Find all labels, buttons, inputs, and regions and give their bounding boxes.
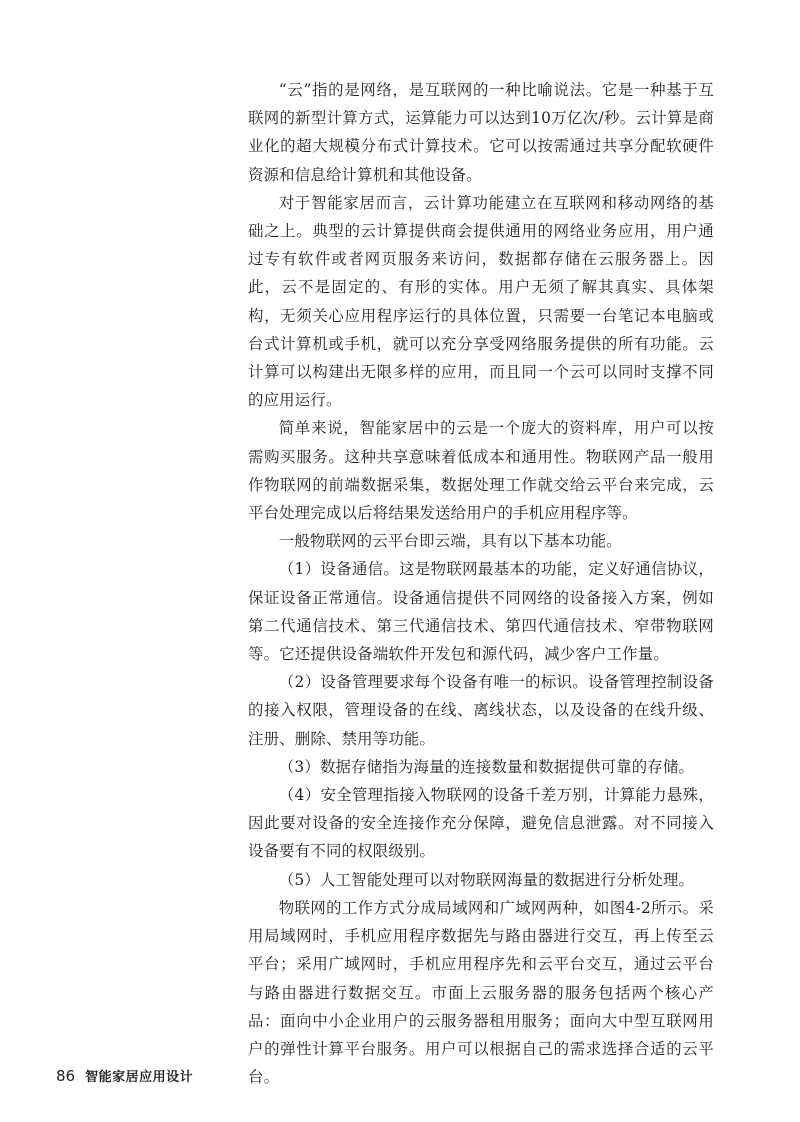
body-text	[248, 76, 714, 1091]
paragraph-cloud-database: 简单来说，智能家居中的云是一个庞大的资料库，用户可以按需购买服务。这种共享意味着低成本和通用性。物联网产品一般用作物联网的前端数据采集，数据处理工作就交给云平台来完成，云平台处理完成以后将结果发送给用户的手机应用程序等。	[248, 419, 714, 523]
paragraph-cloud-smart-home: 对于智能家居而言，云计算功能建立在互联网和移动网络的基础之上。典型的云计算提供商会提供通用的网络业务应用，用户通过专有软件或者网页服务来访问，数据都存储在云服务器上。因此，云不是固定的、有形的实体。用户无须了解其真实、具体架构，无须关心应用程序运行的具体位置，只需要一台笔记本电脑或台式计算机或手机，就可以充分享受网络服务提供的所有功能。云计算可以构建出无限多样的应用，而且同一个云可以同时支撑不同的应用运行。	[248, 193, 714, 410]
paragraph-data-storage: （3）数据存储指为海量的连接数量和数据提供可靠的存储。	[278, 757, 695, 776]
paragraph-working-modes: 物联网的工作方式分成局域网和广域网两种，如图4-2所示。采用局域网时，手机应用程序数据先与路由器进行交互，再上传至云平台；采用广域网时，手机应用程序先和云平台交互，通过云平台与路由器进行数据交互。市面上云服务器的服务包括两个核心产品：面向中小企业用户的云服务器租用服务；面向大中型互联网用户的弹性计算平台服务。用户可以根据自己的需求选择合适的云平台。	[248, 898, 714, 1087]
page-footer	[56, 1066, 193, 1085]
paragraph-cloud-definition: “云”指的是网络，是互联网的一种比喻说法。它是一种基于互联网的新型计算方式，运算能力可以达到10万亿次/秒。云计算是商业化的超大规模分布式计算技术。它可以按需通过共享分配软硬件资源和信息给计算机和其他设备。	[248, 81, 714, 184]
paragraph-device-management: （2）设备管理要求每个设备有唯一的标识。设备管理控制设备的接入权限，管理设备的在线、离线状态，以及设备的在线升级、注册、删除、禁用等功能。	[248, 673, 714, 748]
paragraph-ai-processing: （5）人工智能处理可以对物联网海量的数据进行分析处理。	[278, 870, 695, 889]
book-title: 智能家居应用设计	[85, 1070, 194, 1085]
paragraph-device-communication: （1）设备通信。这是物联网最基本的功能，定义好通信协议，保证设备正常通信。设备通信提供不同网络的设备接入方案，例如第二代通信技术、第三代通信技术、第四代通信技术、窄带物联网等。它还提供设备端软件开发包和源代码，减少客户工作量。	[248, 560, 714, 664]
page-number: 86	[56, 1067, 76, 1085]
paragraph-platform-functions-intro: 一般物联网的云平台即云端，具有以下基本功能。	[278, 532, 622, 551]
paragraph-security-management: （4）安全管理指接入物联网的设备千差万别，计算能力悬殊，因此要对设备的安全连接作充分保障，避免信息泄露。对不同接入设备要有不同的权限级别。	[248, 786, 714, 861]
